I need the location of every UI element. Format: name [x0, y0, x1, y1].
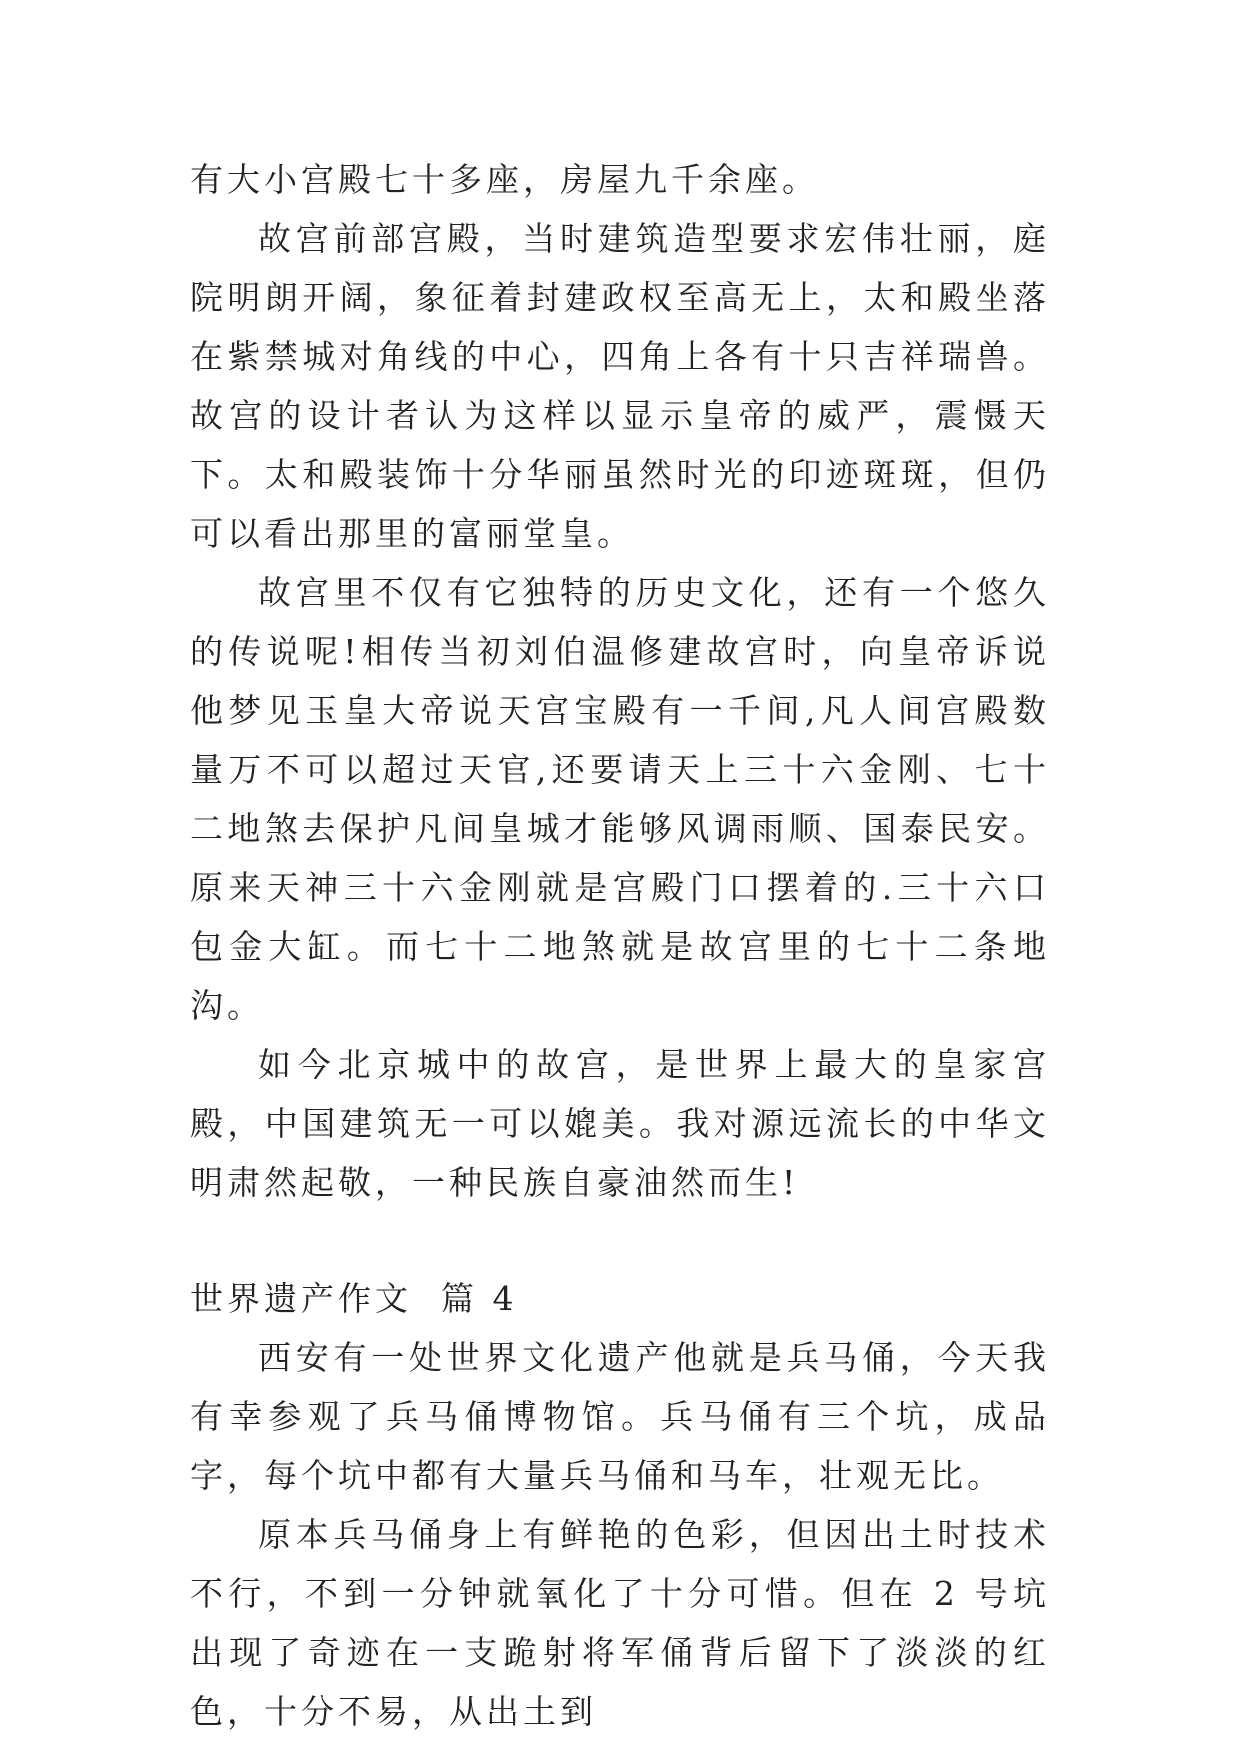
paragraph: 故宫里不仅有它独特的历史文化，还有一个悠久的传说呢!相传当初刘伯温修建故宫时，向皇帝诉说他梦见玉皇大帝说天宫宝殿有一千间,凡人间宫殿数量万不可以超过天官,还要请天上三十六金刚、七十二地煞去保护凡间皇城才能够风调雨顺、国泰民安。原来天神三十六金刚就是宫殿门口摆着的.三十六口包金大缸。而七十二地煞就是故宫里的七十二条地沟。: [190, 573, 1050, 1025]
paragraph: 有大小宫殿七十多座，房屋九千余座。: [190, 160, 819, 199]
section-title: 世界遗产作文 篇 4: [190, 1279, 518, 1318]
paragraph: 西安有一处世界文化遗产他就是兵马俑，今天我有幸参观了兵马俑博物馆。兵马俑有三个坑，成品字，每个坑中都有大量兵马俑和马车，壮观无比。: [190, 1338, 1050, 1495]
document-page: [190, 150, 1050, 1741]
paragraph: 故宫前部宫殿，当时建筑造型要求宏伟壮丽，庭院明朗开阔，象征着封建政权至高无上，太和殿坐落在紫禁城对角线的中心，四角上各有十只吉祥瑞兽。故宫的设计者认为这样以显示皇帝的威严，震慑天下。太和殿装饰十分华丽虽然时光的印迹斑斑，但仍可以看出那里的富丽堂皇。: [190, 219, 1050, 553]
paragraph: 原本兵马俑身上有鲜艳的色彩，但因出土时技术不行，不到一分钟就氧化了十分可惜。但在 2 号坑出现了奇迹在一支跪射将军俑背后留下了淡淡的红色，十分不易，从出土到: [190, 1515, 1050, 1731]
paragraph: 如今北京城中的故宫，是世界上最大的皇家宫殿，中国建筑无一可以媲美。我对源远流长的中华文明肃然起敬，一种民族自豪油然而生!: [190, 1045, 1050, 1202]
